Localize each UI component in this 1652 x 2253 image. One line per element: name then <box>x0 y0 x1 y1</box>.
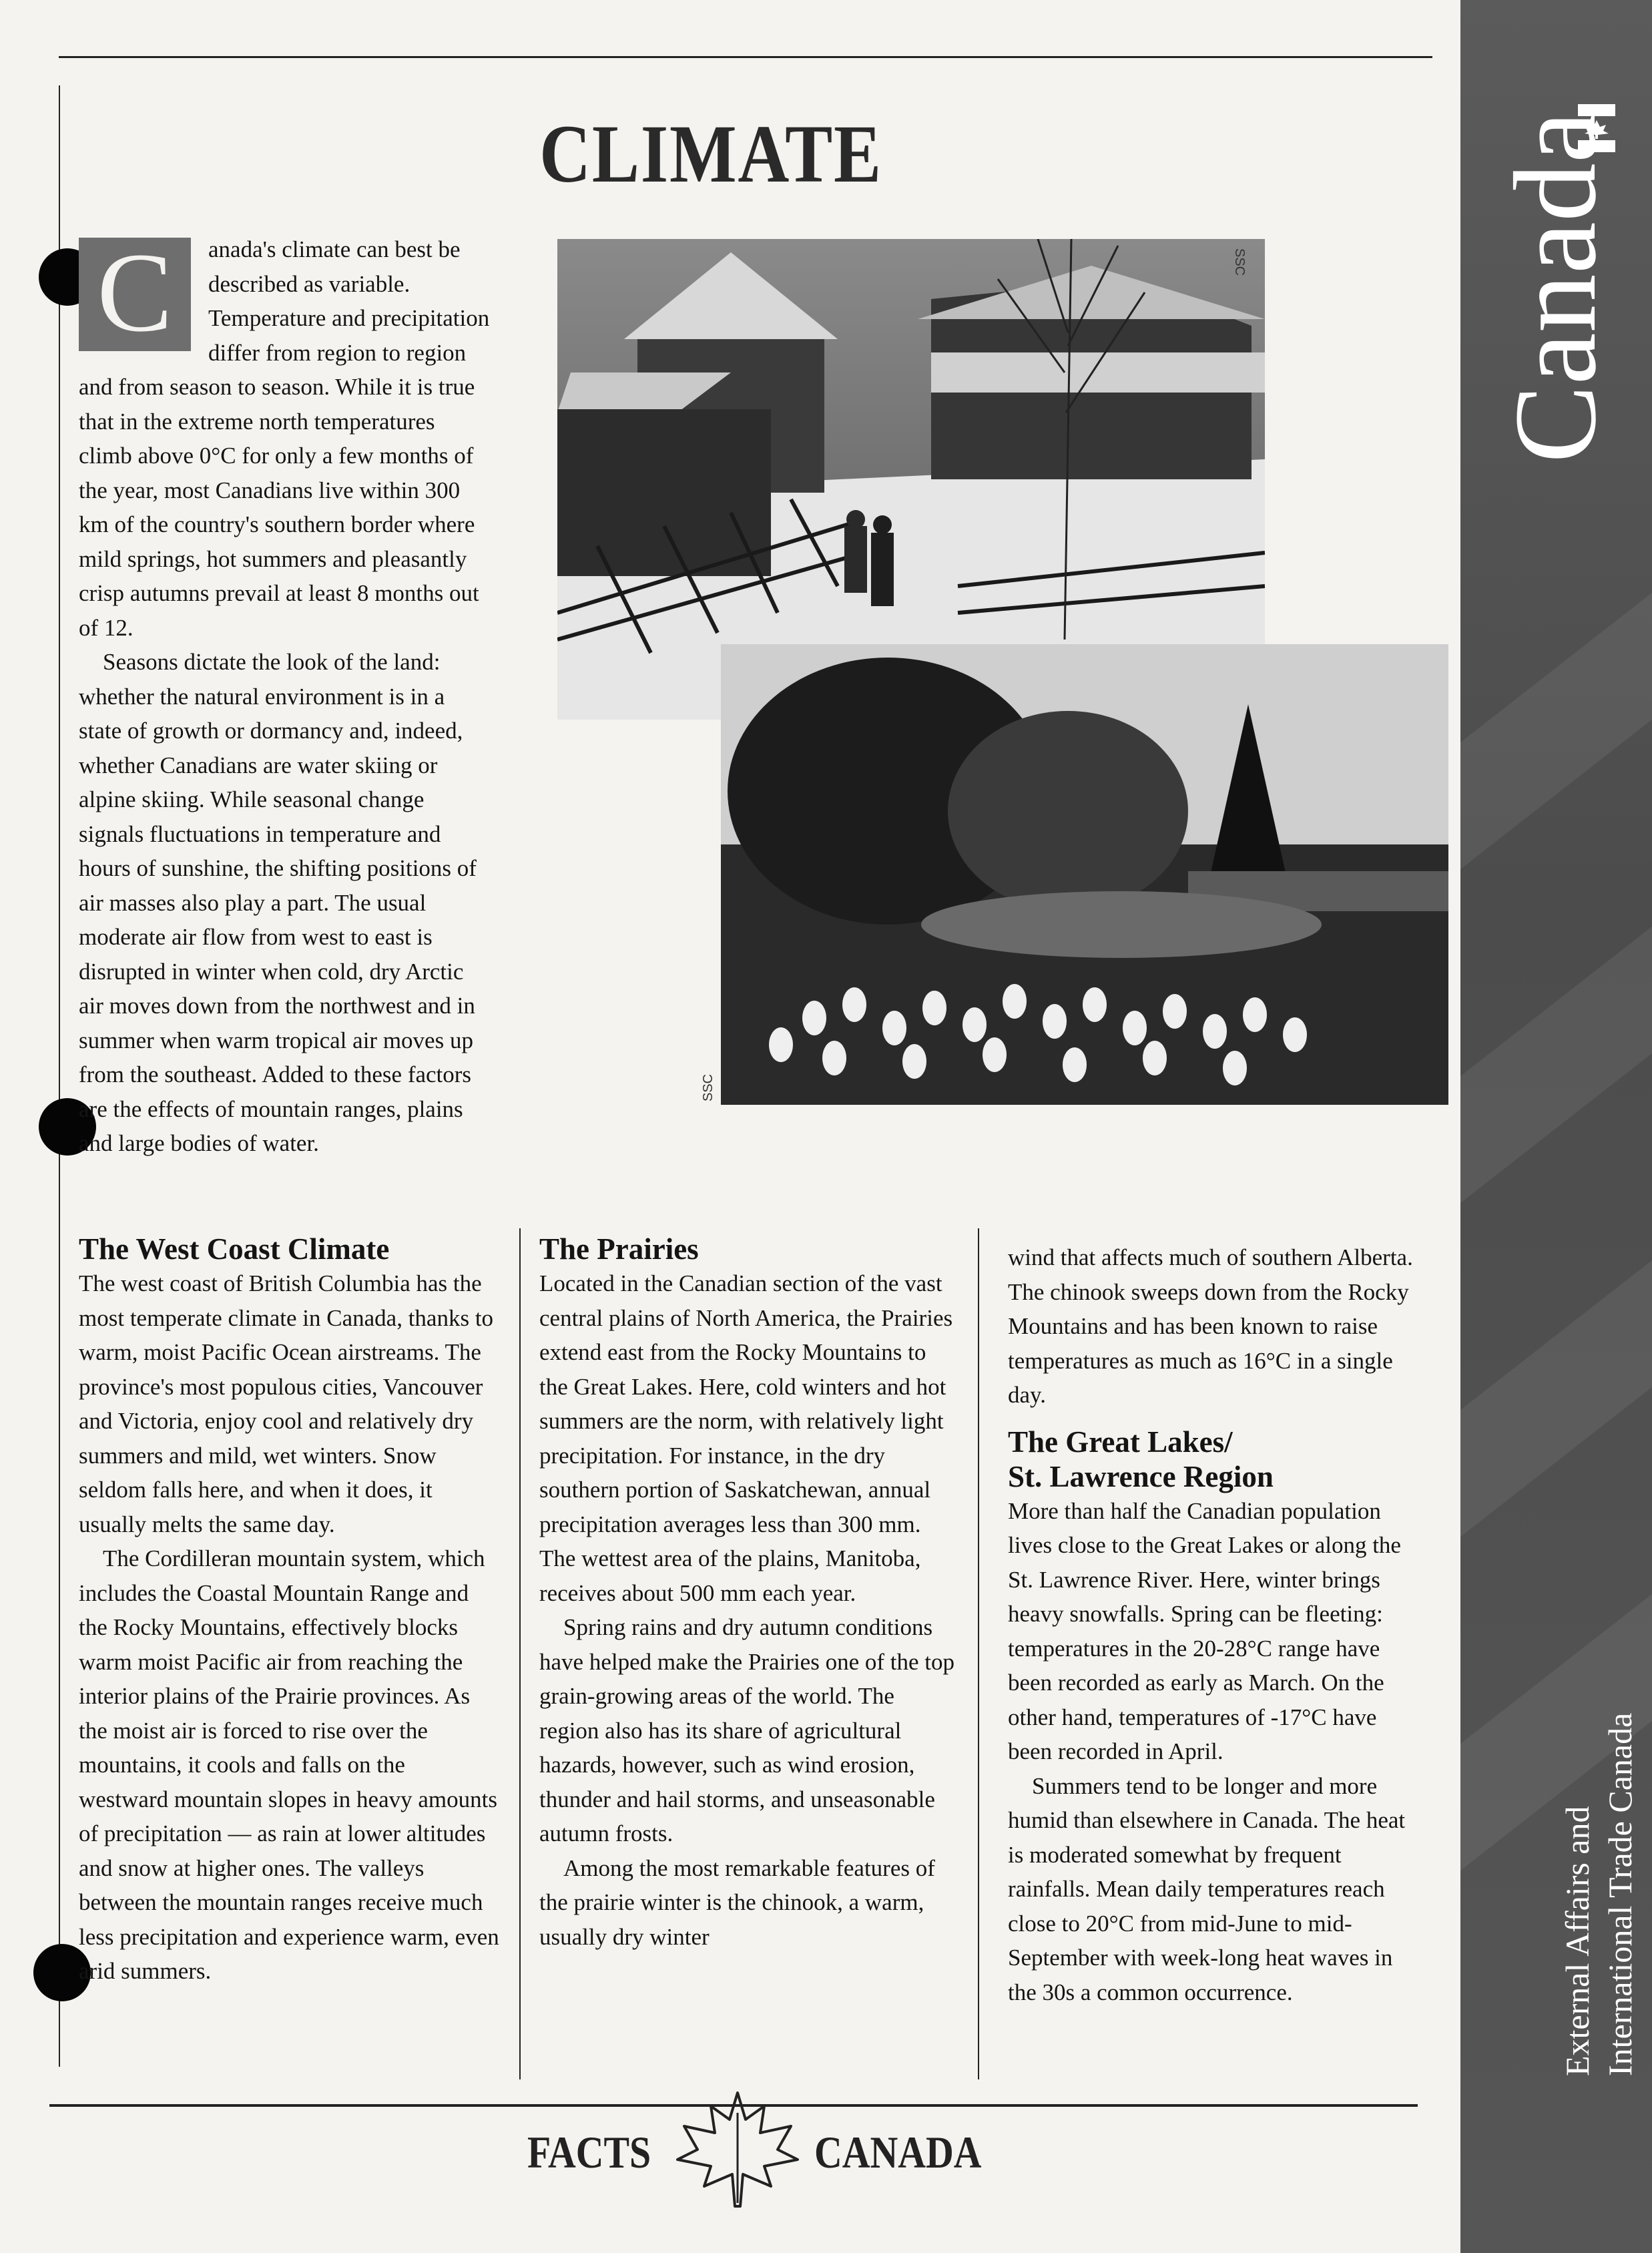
great-lakes-heading-line2: St. Lawrence Region <box>1008 1459 1274 1493</box>
winter-photo-credit: SSC <box>1232 248 1247 276</box>
sidebar-stripe <box>1460 593 1652 869</box>
department-line-2: International Trade Canada <box>1601 1712 1639 2076</box>
great-lakes-column <box>1008 1240 1422 2009</box>
department-line-1: External Affairs and <box>1559 1806 1596 2076</box>
footer-facts: FACTS <box>527 2127 651 2178</box>
great-lakes-paragraph-2: Summers tend to be longer and more humid than elsewhere in Canada. The heat is moderated somewhat by frequent rainfalls. Mean daily temperatures reach close to 20°C from mid-June to mid-September with week-long heat waves in the 30s a common occurrence. <box>1008 1772 1406 2005</box>
prairies-paragraph-2: Spring rains and dry autumn conditions have helped make the Prairies one of the top grain-growing areas of the world. The region also has its share of agricultural hazards, however, such as wind erosion, thunder and hail storms, and unseasonable autumn frosts. <box>539 1614 955 1846</box>
tulips-photo-credit: SSC <box>701 1073 716 1101</box>
west-coast-paragraph-2: The Cordilleran mountain system, which includes the Coastal Mountain Range and the Rocky Mountains, effectively blocks warm moist Pacific air from reaching the interior plains of the Prairie provinces. As the moist air is forced to rise over the mountains, it cools and falls on the westward mountain slopes in heavy amounts of precipitation — as rain at lower altitudes and snow at higher ones. The valleys between the mountain ranges receive much less precipitation and experience warm, even arid summers. <box>79 1545 499 1984</box>
prairies-heading: The Prairies <box>539 1232 699 1266</box>
footer-canada: CANADA <box>814 2127 982 2178</box>
drop-cap: C <box>79 238 191 351</box>
sidebar-stripe <box>1460 1260 1652 1537</box>
prairies-paragraph-3: Among the most remarkable features of the prairie winter is the chinook, a warm, usually dry winter <box>539 1854 935 1950</box>
intro-paragraph-2: Seasons dictate the look of the land: whether the natural environment is in a state of growth or dormancy and, indeed, whether Canadians are water skiing or alpine skiing. While seasonal change signals fluctuations in temperature and hours of sunshine, the shifting positions of air masses also play a part. The usual moderate air flow from west to east is disrupted in winter when cold, dry Arctic air moves down from the northwest and in summer when warm tropical air moves up from the southeast. Added to these factors are the effects of mountain ranges, plains and large bodies of water. <box>79 649 477 1156</box>
canada-wordmark: Canada <box>1490 111 1621 463</box>
west-coast-heading: The West Coast Climate <box>79 1232 390 1266</box>
column-divider-1 <box>519 1228 521 2079</box>
canada-sidebar <box>1460 0 1652 2253</box>
tulips-pond-photo <box>721 644 1448 1105</box>
great-lakes-heading-line1: The Great Lakes/ <box>1008 1425 1233 1459</box>
west-coast-paragraph-1: The west coast of British Columbia has the most temperate climate in Canada, thanks to warm, moist Pacific Ocean airstreams. The province's most populous cities, Vancouver and Victoria, enjoy cool and relatively dry summers and mild, wet winters. Snow seldom falls here, and when it does, it usually melts the same day. <box>79 1270 494 1537</box>
intro-column <box>79 232 493 1161</box>
page-title: CLIMATE <box>539 108 882 200</box>
great-lakes-paragraph-1: More than half the Canadian population lives close to the Great Lakes or along the St. Lawrence River. Here, winter brings heavy snowfalls. Spring can be fleeting: temperatures in the 20-28°C range have been recorded as early as March. On the other hand, temperatures of -17°C have been recorded in April. <box>1008 1497 1401 1764</box>
column-divider-2 <box>978 1228 979 2079</box>
west-coast-column <box>79 1232 499 1989</box>
maple-leaf-icon <box>671 2086 804 2213</box>
top-rule <box>59 56 1432 58</box>
prairies-paragraph-1: Located in the Canadian section of the vast central plains of North America, the Prairies extend east from the Rocky Mountains to the Great Lakes. Here, cold winters and hot summers are the norm, with relatively light precipitation. For instance, in the dry southern portion of Saskatchewan, annual precipitation averages less than 300 mm. The wettest area of the plains, Manitoba, receives about 500 mm each year. <box>539 1270 953 1606</box>
sidebar-stripe <box>1460 927 1652 1203</box>
intro-paragraph-1: anada's climate can best be described as variable. Temperature and precipitation differ from region to region and from season to season. While it is true that in the extreme north temperatures climb above 0°C for only a few months of the year, most Canadians live within 300 km of the country's southern border where mild springs, hot summers and pleasantly crisp autumns prevail at least 8 months out of 12. <box>79 236 490 641</box>
chinook-continuation: wind that affects much of southern Alberta. The chinook sweeps down from the Rocky Mountains and has been known to raise temperatures as much as 16°C in a single day. <box>1008 1244 1413 1408</box>
left-margin-rule <box>59 85 60 2067</box>
prairies-column <box>539 1232 956 1954</box>
department-name <box>1556 1713 1641 2076</box>
tulips-pond-image <box>721 644 1448 1105</box>
